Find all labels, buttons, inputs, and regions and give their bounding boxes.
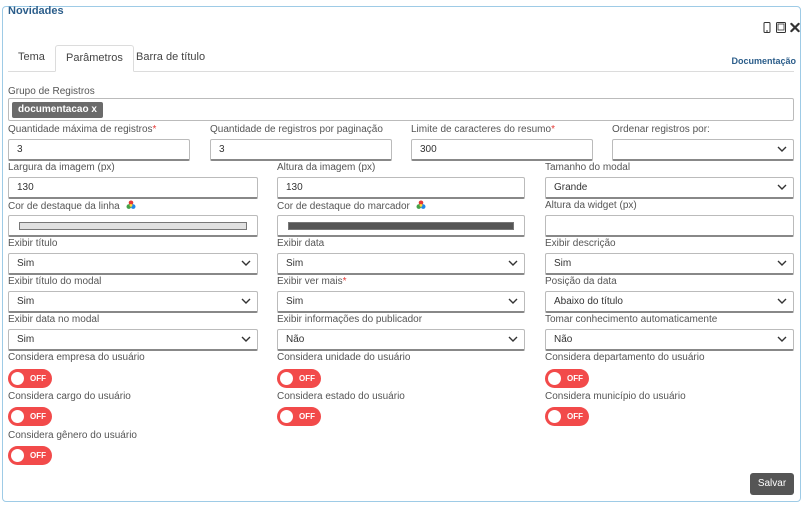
tab-barra-de-titulo[interactable]: Barra de título (136, 51, 206, 63)
exibir-ver-mais-value: Sim (286, 296, 304, 307)
genero-toggle-label: Considera gênero do usuário (8, 430, 137, 441)
chevron-down-icon (777, 258, 787, 268)
toggle-state: OFF (30, 451, 46, 460)
cargo-toggle[interactable] (8, 407, 52, 426)
empresa-toggle[interactable] (8, 369, 52, 388)
ordenar-select[interactable] (612, 139, 794, 161)
departamento-toggle-label: Considera departamento do usuário (545, 352, 705, 363)
posicao-data-value: Abaixo do título (554, 296, 623, 307)
toggle-knob (280, 410, 293, 423)
limite-resumo-input[interactable]: 300 (411, 139, 593, 161)
tag-remove-button[interactable]: x (91, 104, 97, 115)
grupo-registros-input[interactable] (8, 98, 794, 121)
chevron-down-icon (241, 334, 251, 344)
tab-tema[interactable]: Tema (18, 51, 45, 63)
qtd-pagina-label: Quantidade de registros por paginação (210, 124, 383, 135)
tablet-icon[interactable] (776, 21, 786, 33)
tag-chip (12, 102, 103, 118)
tab-bar (8, 45, 794, 72)
close-icon[interactable] (790, 21, 800, 33)
qtd-pagina-input[interactable]: 3 (210, 139, 392, 161)
exibir-data-modal-select[interactable] (8, 329, 258, 351)
chevron-down-icon (241, 296, 251, 306)
cor-linha-swatch (19, 222, 247, 230)
unidade-toggle[interactable] (277, 369, 321, 388)
cor-linha-label: Cor de destaque da linha (8, 200, 136, 212)
tab-parametros[interactable]: Parâmetros (55, 45, 134, 72)
genero-toggle[interactable] (8, 446, 52, 465)
chevron-down-icon (777, 144, 787, 154)
color-palette-icon[interactable] (126, 200, 136, 210)
posicao-data-select[interactable] (545, 291, 794, 313)
limite-resumo-label: Limite de caracteres do resumo* (411, 124, 555, 135)
cor-marcador-swatch (288, 222, 514, 230)
chevron-down-icon (777, 296, 787, 306)
posicao-data-label: Posição da data (545, 276, 617, 287)
tomar-conhecimento-select[interactable] (545, 329, 794, 351)
exibir-descricao-value: Sim (554, 258, 572, 269)
tamanho-modal-value: Grande (554, 182, 588, 193)
chevron-down-icon (777, 334, 787, 344)
largura-label: Largura da imagem (px) (8, 162, 115, 173)
municipio-toggle-label: Considera município do usuário (545, 391, 686, 402)
qtd-max-label: Quantidade máxima de registros* (8, 124, 157, 135)
empresa-toggle-label: Considera empresa do usuário (8, 352, 145, 363)
save-button[interactable]: Salvar (750, 473, 794, 495)
exibir-titulo-modal-label: Exibir título do modal (8, 276, 102, 287)
tamanho-modal-label: Tamanho do modal (545, 162, 631, 173)
exibir-publicador-label: Exibir informações do publicador (277, 314, 423, 325)
toggle-state: OFF (299, 374, 315, 383)
exibir-titulo-select[interactable] (8, 253, 258, 275)
chevron-down-icon (777, 182, 787, 192)
cor-marcador-label: Cor de destaque do marcador (277, 200, 426, 212)
toggle-state: OFF (30, 412, 46, 421)
exibir-ver-mais-label: Exibir ver mais* (277, 276, 347, 287)
toggle-knob (548, 372, 561, 385)
altura-widget-input[interactable] (545, 215, 794, 237)
color-palette-icon[interactable] (416, 200, 426, 210)
ordenar-label: Ordenar registros por: (612, 124, 710, 135)
documentation-link[interactable]: Documentação (731, 56, 796, 66)
chevron-down-icon (508, 258, 518, 268)
exibir-data-label: Exibir data (277, 238, 325, 249)
chevron-down-icon (508, 334, 518, 344)
exibir-data-modal-value: Sim (17, 334, 35, 345)
toggle-state: OFF (299, 412, 315, 421)
exibir-titulo-modal-select[interactable] (8, 291, 258, 313)
toggle-knob (11, 410, 24, 423)
cargo-toggle-label: Considera cargo do usuário (8, 391, 131, 402)
chevron-down-icon (508, 296, 518, 306)
tamanho-modal-select[interactable] (545, 177, 794, 199)
toggle-state: OFF (567, 374, 583, 383)
departamento-toggle[interactable] (545, 369, 589, 388)
exibir-descricao-label: Exibir descrição (545, 238, 616, 249)
altura-input[interactable]: 130 (277, 177, 525, 199)
grupo-registros-label: Grupo de Registros (8, 86, 95, 97)
top-icons (762, 21, 800, 33)
largura-input[interactable]: 130 (8, 177, 258, 199)
altura-widget-label: Altura da widget (px) (545, 200, 637, 211)
toggle-knob (11, 372, 24, 385)
toggle-state: OFF (567, 412, 583, 421)
exibir-titulo-modal-value: Sim (17, 296, 35, 307)
exibir-ver-mais-select[interactable] (277, 291, 525, 313)
toggle-knob (548, 410, 561, 423)
exibir-publicador-value: Não (286, 334, 305, 345)
exibir-data-modal-label: Exibir data no modal (8, 314, 100, 325)
municipio-toggle[interactable] (545, 407, 589, 426)
tomar-conhecimento-value: Não (554, 334, 573, 345)
qtd-max-input[interactable]: 3 (8, 139, 190, 161)
chevron-down-icon (241, 258, 251, 268)
tag-label: documentacao (18, 104, 89, 115)
cor-marcador-picker[interactable] (277, 215, 525, 237)
exibir-publicador-select[interactable] (277, 329, 525, 351)
exibir-titulo-label: Exibir título (8, 238, 58, 249)
mobile-icon[interactable] (762, 21, 772, 33)
toggle-knob (11, 449, 24, 462)
exibir-titulo-value: Sim (17, 258, 35, 269)
toggle-state: OFF (30, 374, 46, 383)
exibir-data-select[interactable] (277, 253, 525, 275)
exibir-data-value: Sim (286, 258, 304, 269)
panel-title: Novidades (8, 5, 64, 17)
tomar-conhecimento-label: Tomar conhecimento automaticamente (545, 314, 718, 325)
altura-label: Altura da imagem (px) (277, 162, 376, 173)
estado-toggle[interactable] (277, 407, 321, 426)
estado-toggle-label: Considera estado do usuário (277, 391, 405, 402)
exibir-descricao-select[interactable] (545, 253, 794, 275)
cor-linha-picker[interactable] (8, 215, 258, 237)
unidade-toggle-label: Considera unidade do usuário (277, 352, 411, 363)
toggle-knob (280, 372, 293, 385)
